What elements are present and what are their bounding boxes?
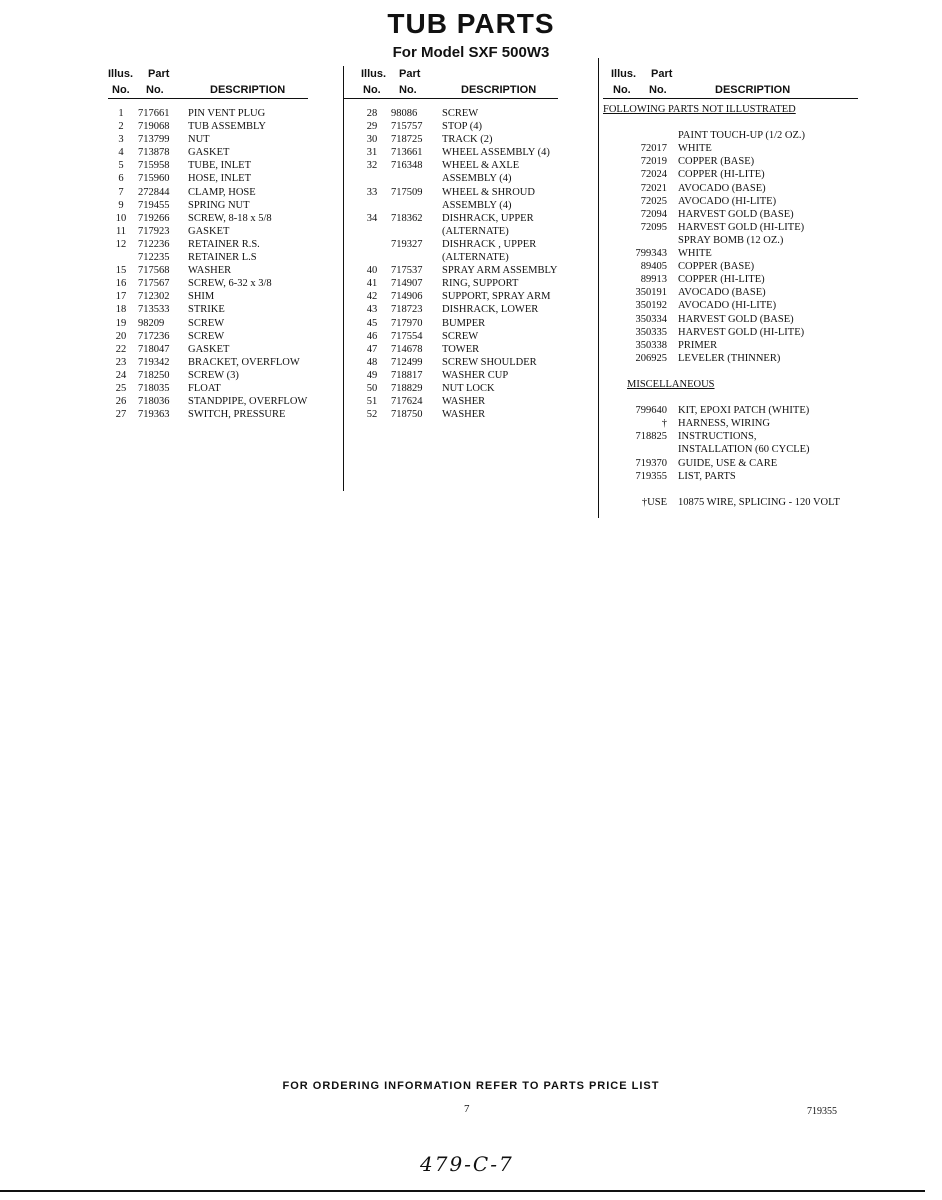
illus-number: 23: [115, 356, 127, 368]
illus-number: 34: [366, 212, 378, 224]
part-number: 72024: [640, 169, 667, 181]
part-description: BRACKET, OVERFLOW: [188, 356, 300, 368]
illus-number: 10: [115, 212, 127, 224]
list-item: [108, 318, 308, 331]
part-description: SCREW, 8-18 x 5/8: [188, 212, 272, 224]
list-item: [603, 458, 858, 471]
list-item: [603, 169, 858, 182]
section-heading: MISCELLANEOUS: [627, 378, 715, 390]
list-item: [343, 331, 558, 344]
part-description: SPRAY ARM ASSEMBLY: [442, 265, 558, 277]
part-number: 718035: [138, 382, 170, 394]
part-description: PIN VENT PLUG: [188, 108, 266, 119]
bottom-rule: [0, 1190, 925, 1192]
part-number: 717970: [391, 317, 423, 329]
list-item: [343, 304, 558, 317]
illus-number: 4: [118, 147, 124, 159]
part-description: WASHER: [188, 265, 232, 277]
part-number: 89913: [640, 274, 667, 286]
list-item: [343, 252, 558, 265]
illus-number: 48: [366, 356, 378, 368]
header-part: Part: [399, 68, 421, 80]
part-number: 72025: [640, 195, 667, 207]
illus-number: 45: [366, 317, 378, 329]
list-item: [603, 209, 858, 222]
list-item: [603, 235, 858, 248]
part-number: 714678: [391, 343, 423, 355]
part-description: HARVEST GOLD (BASE): [678, 208, 794, 220]
list-item: [603, 405, 858, 418]
illus-number: 27: [115, 409, 127, 421]
part-description: GASKET: [188, 343, 230, 355]
list-item: [603, 222, 858, 235]
header-rule: [108, 98, 308, 99]
part-number: 718817: [391, 369, 423, 381]
part-description: SCREW: [442, 108, 479, 119]
list-item: [343, 160, 558, 173]
part-number: 719342: [138, 356, 170, 368]
part-number: 718047: [138, 343, 170, 355]
part-description: AVOCADO (BASE): [678, 182, 766, 194]
part-number: 72017: [640, 143, 667, 155]
part-description: TUB ASSEMBLY: [188, 121, 267, 133]
illus-number: 31: [366, 147, 378, 159]
illus-number: 46: [366, 330, 378, 342]
part-number: 719455: [138, 199, 170, 211]
part-number: 717568: [138, 265, 170, 277]
list-item: [108, 291, 308, 304]
illus-number: 43: [366, 304, 378, 316]
part-description: WHEEL & SHROUD: [442, 186, 535, 198]
part-description: PRIMER: [678, 339, 718, 351]
part-description: SCREW (3): [188, 369, 239, 381]
list-item: [343, 147, 558, 160]
list-item: [108, 344, 308, 357]
list-item: [343, 291, 558, 304]
part-description: ASSEMBLY (4): [442, 199, 512, 211]
list-item: [343, 108, 558, 121]
part-number: 350192: [635, 300, 667, 312]
part-description: STANDPIPE, OVERFLOW: [188, 396, 308, 408]
list-item: [343, 200, 558, 213]
part-description: AVOCADO (HI-LITE): [678, 195, 777, 207]
list-item: [108, 383, 308, 396]
part-number: 350338: [635, 339, 667, 351]
part-number: 719370: [635, 457, 667, 469]
header-description: DESCRIPTION: [461, 84, 537, 96]
illus-number: 19: [115, 317, 127, 329]
part-description: TOWER: [442, 343, 480, 355]
list-item: [108, 213, 308, 226]
illus-number: 25: [115, 382, 127, 394]
illus-number: 20: [115, 330, 127, 342]
part-description: DISHRACK, UPPER: [442, 212, 534, 224]
part-description: GASKET: [188, 147, 230, 159]
illus-number: 3: [118, 134, 124, 146]
illus-number: 40: [366, 265, 378, 277]
list-item: [108, 134, 308, 147]
part-description: TUBE, INLET: [188, 160, 251, 172]
part-number: 719327: [391, 238, 423, 250]
part-number: 718829: [391, 382, 423, 394]
illus-number: 28: [366, 108, 378, 119]
part-number: 718362: [391, 212, 423, 224]
part-description: HOSE, INLET: [188, 173, 251, 185]
part-description: 10875 WIRE, SPLICING - 120 VOLT: [678, 496, 840, 508]
part-description: HARVEST GOLD (HI-LITE): [678, 326, 805, 338]
part-description: SCREW: [188, 317, 225, 329]
part-description: INSTRUCTIONS,: [678, 431, 757, 443]
list-item: [603, 248, 858, 261]
header-illus: Illus.: [611, 68, 637, 80]
list-item: [343, 239, 558, 252]
header-no: No.: [146, 84, 164, 96]
list-item: [108, 331, 308, 344]
part-number: 350334: [635, 313, 667, 325]
page-subtitle: For Model SXF 500W3: [392, 44, 550, 61]
parts-column-2: [343, 66, 558, 422]
list-item: [603, 353, 858, 366]
list-item: [603, 431, 858, 444]
part-number: 98209: [138, 317, 165, 329]
part-description: COPPER (HI-LITE): [678, 169, 765, 181]
part-description: TRACK (2): [442, 134, 493, 146]
header-no: No.: [649, 84, 667, 96]
column-header: [108, 66, 308, 100]
list-item: [108, 396, 308, 409]
list-item: [108, 265, 308, 278]
header-no: No.: [613, 84, 631, 96]
illus-number: 11: [115, 225, 127, 237]
header-illus: Illus.: [361, 68, 387, 80]
illus-number: 1: [118, 108, 124, 119]
header-no: No.: [363, 84, 381, 96]
list-item: [603, 314, 858, 327]
part-description: HARNESS, WIRING: [678, 418, 770, 430]
parts-list: [343, 108, 558, 422]
list-item: [603, 261, 858, 274]
part-number: 72019: [640, 156, 667, 168]
part-number: 719068: [138, 121, 170, 133]
list-item: [343, 318, 558, 331]
part-description: WASHER CUP: [442, 369, 509, 381]
part-number: 719355: [635, 470, 667, 482]
illus-number: 42: [366, 291, 378, 303]
illus-number: 22: [115, 343, 127, 355]
list-item: [603, 156, 858, 169]
illus-number: 41: [366, 278, 378, 290]
part-description: DISHRACK, LOWER: [442, 304, 539, 316]
part-number: 712499: [391, 356, 423, 368]
list-item: [343, 344, 558, 357]
list-item: [343, 370, 558, 383]
part-description: SHIM: [188, 291, 215, 303]
header-no: No.: [399, 84, 417, 96]
part-number: 717567: [138, 278, 170, 290]
list-item: [108, 108, 308, 121]
handwritten-note: 479-C-7: [420, 1152, 514, 1176]
part-description: DISHRACK , UPPER: [442, 238, 537, 250]
part-description: WHEEL & AXLE: [442, 160, 520, 172]
part-description: SPRAY BOMB (12 OZ.): [678, 234, 784, 246]
list-item: [343, 121, 558, 134]
list-item: [108, 409, 308, 422]
part-number: 206925: [635, 352, 667, 364]
illus-number: 7: [118, 186, 124, 198]
part-description: FLOAT: [188, 382, 221, 394]
part-number: 350335: [635, 326, 667, 338]
list-item: [343, 187, 558, 200]
illus-number: 9: [118, 199, 124, 211]
part-number: 89405: [640, 261, 667, 273]
part-number: 713799: [138, 134, 170, 146]
column-divider: [598, 58, 599, 518]
list-item: [343, 265, 558, 278]
list-item: [108, 226, 308, 239]
part-description: SCREW: [442, 330, 479, 342]
parts-column-3: [603, 66, 858, 510]
part-number: 98086: [391, 108, 418, 119]
part-description: CLAMP, HOSE: [188, 186, 256, 198]
part-number: 799640: [635, 405, 667, 417]
list-item: [603, 183, 858, 196]
part-number: 713661: [391, 147, 423, 159]
part-description: WASHER: [442, 396, 486, 408]
part-description: LIST, PARTS: [678, 470, 736, 482]
part-number: 717923: [138, 225, 170, 237]
illus-number: 52: [366, 409, 378, 421]
part-description: SWITCH, PRESSURE: [188, 409, 286, 421]
parts-list: [603, 117, 858, 379]
part-number: 715757: [391, 121, 423, 133]
part-description: INSTALLATION (60 CYCLE): [678, 444, 810, 456]
part-number: 712236: [138, 238, 170, 250]
header-rule: [603, 98, 858, 99]
part-description: WHITE: [678, 143, 712, 155]
part-description: COPPER (BASE): [678, 261, 755, 273]
list-item: [603, 274, 858, 287]
part-number: 714907: [391, 278, 423, 290]
header-description: DESCRIPTION: [715, 84, 791, 96]
part-number: 715958: [138, 160, 170, 172]
header-description: DESCRIPTION: [210, 84, 286, 96]
part-number: 350191: [635, 287, 667, 299]
part-description: (ALTERNATE): [442, 252, 509, 264]
column-header: [343, 66, 558, 100]
list-item: [108, 357, 308, 370]
part-description: WHITE: [678, 248, 712, 260]
part-number: 714906: [391, 291, 423, 303]
page-title: TUB PARTS: [387, 8, 555, 39]
illus-number: 29: [366, 121, 378, 133]
part-description: RING, SUPPORT: [442, 278, 519, 290]
list-item: [603, 340, 858, 353]
part-description: SCREW, 6-32 x 3/8: [188, 278, 272, 290]
part-number: 272844: [138, 186, 170, 198]
part-number: 717554: [391, 330, 423, 342]
list-item: [343, 278, 558, 291]
part-description: RETAINER R.S.: [188, 238, 260, 250]
list-item: [603, 497, 858, 510]
part-number: †USE: [641, 496, 667, 508]
list-item: [603, 366, 858, 379]
part-description: BUMPER: [442, 317, 486, 329]
list-item: [108, 370, 308, 383]
part-description: NUT: [188, 134, 210, 146]
list-item: [603, 484, 858, 497]
illus-number: 30: [366, 134, 378, 146]
list-item: [108, 304, 308, 317]
parts-column-1: [108, 66, 308, 422]
list-item: [108, 278, 308, 291]
part-description: PAINT TOUCH-UP (1/2 OZ.): [678, 130, 805, 142]
part-description: STOP (4): [442, 121, 482, 133]
part-number: 713533: [138, 304, 170, 316]
part-description: STRIKE: [188, 304, 225, 316]
ordering-note: FOR ORDERING INFORMATION REFER TO PARTS PRICE LIST: [282, 1080, 660, 1092]
part-number: 715960: [138, 173, 170, 185]
list-item: [108, 160, 308, 173]
part-description: SCREW: [188, 330, 225, 342]
illus-number: 49: [366, 369, 378, 381]
part-number: 717236: [138, 330, 170, 342]
header-illus: Illus.: [108, 68, 134, 80]
list-item: [343, 409, 558, 422]
illus-number: 5: [118, 160, 124, 172]
part-number: 72095: [640, 221, 667, 233]
page-number: 7: [464, 1103, 470, 1115]
parts-list: [108, 108, 308, 422]
part-number: 717624: [391, 396, 423, 408]
part-number: 717661: [138, 108, 170, 119]
part-number: 712235: [138, 252, 170, 264]
list-item: [343, 357, 558, 370]
header-rule: [343, 98, 558, 99]
illus-number: 17: [115, 291, 127, 303]
part-description: SCREW SHOULDER: [442, 356, 537, 368]
illus-number: 6: [118, 173, 124, 185]
part-description: (ALTERNATE): [442, 225, 509, 237]
list-item: [603, 418, 858, 431]
illus-number: 16: [115, 278, 127, 290]
list-item: [108, 121, 308, 134]
list-item: [108, 147, 308, 160]
section-heading: FOLLOWING PARTS NOT ILLUSTRATED: [603, 104, 796, 115]
column-header: [603, 66, 858, 100]
part-number: 718750: [391, 409, 423, 421]
list-item: [603, 300, 858, 313]
list-item: [603, 444, 858, 457]
list-item: [603, 471, 858, 484]
header-no: No.: [112, 84, 130, 96]
part-description: SUPPORT, SPRAY ARM: [442, 291, 551, 303]
part-description: KIT, EPOXI PATCH (WHITE): [678, 405, 810, 417]
illus-number: 24: [115, 369, 127, 381]
illus-number: 50: [366, 382, 378, 394]
part-description: RETAINER L.S: [188, 252, 257, 264]
part-number: †: [661, 418, 667, 430]
illus-number: 18: [115, 304, 127, 316]
list-item: [343, 173, 558, 186]
part-number: 719363: [138, 409, 170, 421]
part-number: 717537: [391, 265, 423, 277]
list-item: [343, 396, 558, 409]
part-number: 718725: [391, 134, 423, 146]
part-description: SPRING NUT: [188, 199, 250, 211]
part-description: HARVEST GOLD (HI-LITE): [678, 221, 805, 233]
part-description: GASKET: [188, 225, 230, 237]
list-item: [108, 173, 308, 186]
illus-number: 32: [366, 160, 378, 172]
illus-number: 33: [366, 186, 378, 198]
list-item: [343, 383, 558, 396]
part-number: 712302: [138, 291, 170, 303]
illus-number: 26: [115, 396, 127, 408]
header-part: Part: [148, 68, 170, 80]
document-number: 719355: [807, 1106, 837, 1117]
part-description: GUIDE, USE & CARE: [678, 457, 778, 469]
illus-number: 15: [115, 265, 127, 277]
list-item: [603, 196, 858, 209]
list-item: [108, 200, 308, 213]
part-number: 716348: [391, 160, 423, 172]
part-number: 718825: [635, 431, 667, 443]
part-number: 719266: [138, 212, 170, 224]
part-number: 72094: [640, 208, 667, 220]
part-number: 72021: [640, 182, 667, 194]
part-description: LEVELER (THINNER): [678, 352, 781, 364]
list-item: [603, 130, 858, 143]
list-item: [603, 117, 858, 130]
part-description: NUT LOCK: [442, 382, 495, 394]
list-item: [603, 327, 858, 340]
part-number: 713878: [138, 147, 170, 159]
part-number: 718250: [138, 369, 170, 381]
part-description: COPPER (BASE): [678, 156, 755, 168]
list-item: [603, 143, 858, 156]
part-number: 718036: [138, 396, 170, 408]
illus-number: 51: [366, 396, 378, 408]
list-item: [603, 392, 858, 405]
parts-list: [603, 392, 858, 510]
part-number: 717509: [391, 186, 423, 198]
part-number: 718723: [391, 304, 423, 316]
header-part: Part: [651, 68, 673, 80]
list-item: [343, 134, 558, 147]
part-description: HARVEST GOLD (BASE): [678, 313, 794, 325]
list-item: [343, 226, 558, 239]
part-description: WHEEL ASSEMBLY (4): [442, 147, 550, 159]
part-description: COPPER (HI-LITE): [678, 274, 765, 286]
illus-number: 47: [366, 343, 378, 355]
part-description: AVOCADO (HI-LITE): [678, 300, 777, 312]
list-item: [603, 287, 858, 300]
part-description: AVOCADO (BASE): [678, 287, 766, 299]
part-description: ASSEMBLY (4): [442, 173, 512, 185]
part-number: 799343: [635, 248, 667, 260]
list-item: [108, 252, 308, 265]
illus-number: 12: [115, 238, 127, 250]
part-description: WASHER: [442, 409, 486, 421]
illus-number: 2: [118, 121, 124, 133]
list-item: [108, 239, 308, 252]
list-item: [343, 213, 558, 226]
list-item: [108, 187, 308, 200]
